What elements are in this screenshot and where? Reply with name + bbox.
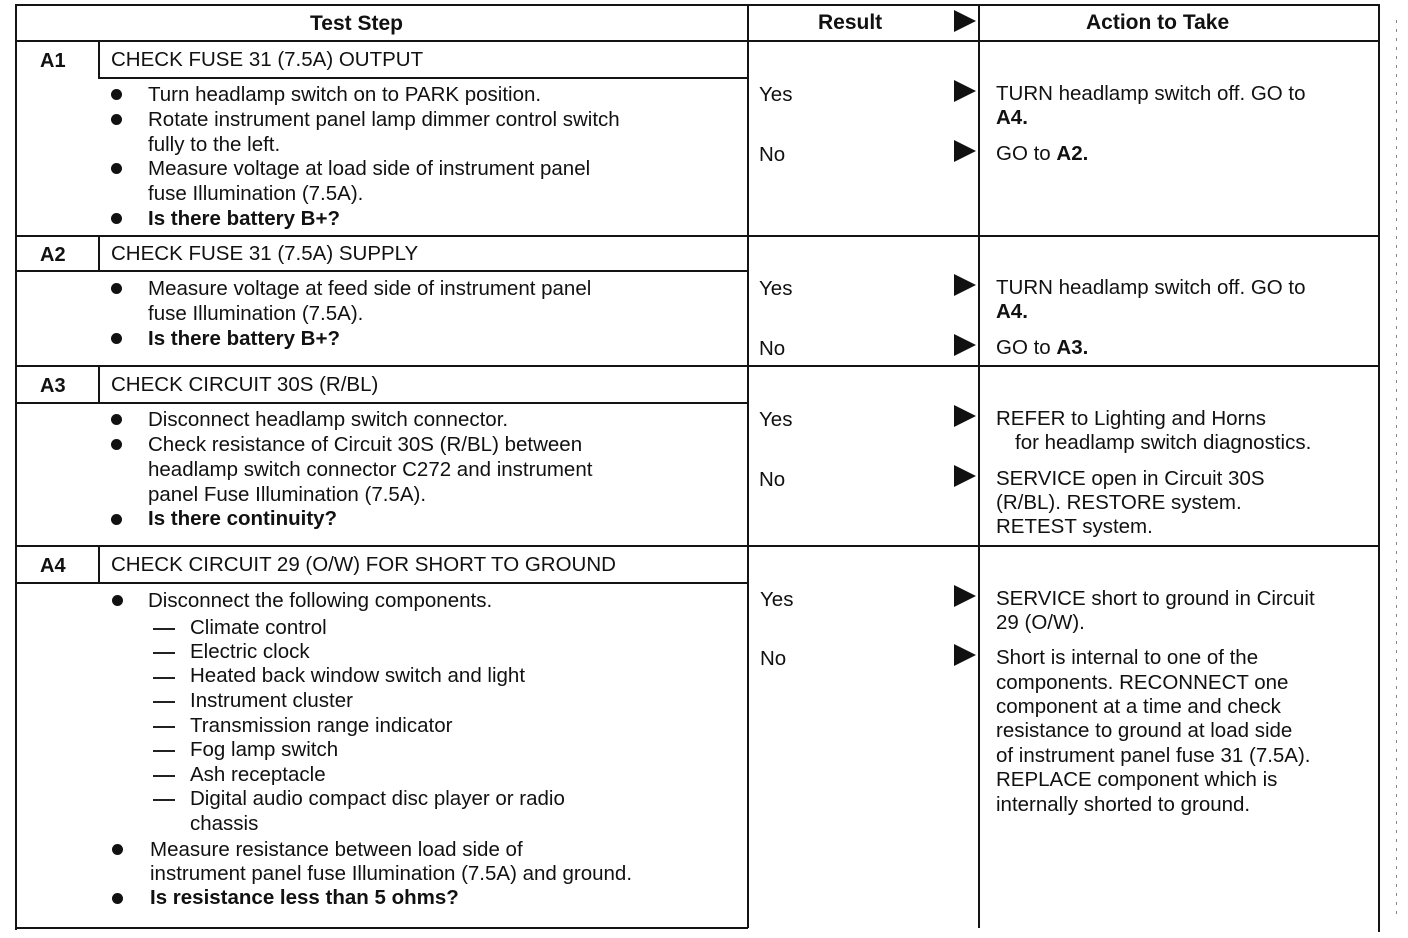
action-no: SERVICE open in Circuit 30S	[996, 467, 1265, 490]
result-yes: Yes	[759, 408, 793, 431]
bullet-icon	[111, 163, 122, 174]
action-no: RETEST system.	[996, 515, 1153, 538]
step-title-a4: CHECK CIRCUIT 29 (O/W) FOR SHORT TO GROUND	[111, 553, 616, 576]
step-code-a1: A1	[40, 50, 66, 72]
step-line: Disconnect headlamp switch connector.	[148, 408, 509, 431]
component-item: Digital audio compact disc player or radio	[190, 787, 565, 810]
step-title-a2: CHECK FUSE 31 (7.5A) SUPPLY	[111, 242, 419, 265]
result-no: No	[759, 143, 786, 166]
step-line: panel Fuse Illumination (7.5A).	[148, 483, 427, 506]
header-result: Result	[818, 11, 883, 34]
action-yes: for headlamp switch diagnostics.	[1015, 431, 1312, 454]
arrow-icon	[954, 140, 976, 162]
result-no: No	[760, 647, 787, 670]
action-no: (R/BL). RESTORE system.	[996, 491, 1242, 514]
bullet-icon	[111, 89, 122, 100]
title-rule-a3	[15, 402, 748, 404]
step-code-a2: A2	[40, 244, 66, 266]
table-border-bottom	[15, 927, 748, 929]
action-no: resistance to ground at load side	[996, 719, 1293, 742]
bullet-icon	[111, 213, 122, 224]
arrow-icon	[954, 334, 976, 356]
title-rule-a4-left	[15, 582, 99, 584]
action-no: component at a time and check	[996, 695, 1281, 718]
action-no: GO to A2.	[996, 142, 1089, 165]
bullet-icon	[112, 844, 123, 855]
action-yes: SERVICE short to ground in Circuit	[996, 587, 1315, 610]
arrow-icon	[954, 585, 976, 607]
action-no: Short is internal to one of the	[996, 646, 1259, 669]
arrow-icon	[954, 274, 976, 296]
header-arrow-icon	[954, 10, 976, 32]
bullet-icon	[111, 414, 122, 425]
arrow-icon	[954, 80, 976, 102]
action-no: of instrument panel fuse 31 (7.5A).	[996, 744, 1311, 767]
step-line: Rotate instrument panel lamp dimmer control switch	[148, 108, 620, 131]
header-action: Action to Take	[1086, 11, 1230, 34]
column-divider-action	[978, 4, 980, 928]
result-no: No	[759, 337, 786, 360]
code-divider-a2	[98, 236, 100, 272]
row-rule-a1	[15, 235, 1380, 237]
header-rule	[15, 40, 1380, 42]
action-yes: 29 (O/W).	[996, 611, 1085, 634]
column-divider-result	[747, 4, 749, 928]
component-item: Electric clock	[190, 640, 310, 663]
action-ref: A3.	[1056, 336, 1089, 359]
result-yes: Yes	[760, 588, 794, 611]
component-item: Ash receptacle	[190, 763, 326, 786]
dash-icon	[153, 799, 175, 801]
step-line: fuse Illumination (7.5A).	[148, 182, 364, 205]
bullet-icon	[112, 595, 123, 606]
result-yes: Yes	[759, 83, 793, 106]
dash-icon	[153, 628, 175, 630]
action-ref: A2.	[1056, 142, 1089, 165]
action-no: REPLACE component which is	[996, 768, 1278, 791]
dash-icon	[153, 701, 175, 703]
action-no: GO to A3.	[996, 336, 1089, 359]
bullet-icon	[111, 439, 122, 450]
component-item: Instrument cluster	[190, 689, 353, 712]
dash-icon	[153, 750, 175, 752]
code-divider-a4	[98, 546, 100, 583]
bullet-icon	[111, 333, 122, 344]
step-line: instrument panel fuse Illumination (7.5A) and ground.	[150, 862, 633, 885]
bullet-icon	[112, 893, 123, 904]
table-border-top	[15, 4, 1380, 6]
scan-edge-marks	[1396, 20, 1397, 920]
dash-icon	[153, 652, 175, 654]
table-border-right	[1378, 4, 1380, 932]
header-test-step: Test Step	[310, 12, 403, 35]
table-border-left	[15, 4, 17, 930]
step-question: Is there battery B+?	[148, 327, 340, 350]
step-line: fully to the left.	[148, 133, 281, 156]
component-item: Fog lamp switch	[190, 738, 339, 761]
step-code-a3: A3	[40, 375, 66, 397]
step-title-a3: CHECK CIRCUIT 30S (R/BL)	[111, 373, 379, 396]
title-rule-a2	[15, 270, 748, 272]
action-yes: TURN headlamp switch off. GO to	[996, 82, 1306, 105]
dash-icon	[153, 677, 175, 679]
step-line: fuse Illumination (7.5A).	[148, 302, 364, 325]
bullet-icon	[111, 514, 122, 525]
step-question: Is resistance less than 5 ohms?	[150, 886, 459, 909]
arrow-icon	[954, 644, 976, 666]
bullet-icon	[111, 114, 122, 125]
title-rule-a4	[98, 582, 748, 584]
action-yes: REFER to Lighting and Horns	[996, 407, 1267, 430]
dash-icon	[153, 775, 175, 777]
step-question: Is there battery B+?	[148, 207, 340, 230]
dash-icon	[153, 726, 175, 728]
arrow-icon	[954, 405, 976, 427]
row-rule-a2	[15, 365, 1380, 367]
step-question: Is there continuity?	[148, 507, 338, 530]
result-no: No	[759, 468, 786, 491]
step-line: Disconnect the following components.	[148, 589, 493, 612]
step-line: Measure resistance between load side of	[150, 838, 523, 861]
action-ref: A4.	[996, 300, 1028, 323]
action-no: internally shorted to ground.	[996, 793, 1251, 816]
step-line: Turn headlamp switch on to PARK position.	[148, 83, 542, 106]
step-line: Check resistance of Circuit 30S (R/BL) between	[148, 433, 583, 456]
step-line: Measure voltage at load side of instrument panel	[148, 157, 591, 180]
bullet-icon	[111, 283, 122, 294]
component-item: Transmission range indicator	[190, 714, 453, 737]
arrow-icon	[954, 465, 976, 487]
code-divider-a3	[98, 366, 100, 403]
component-item: Heated back window switch and light	[190, 664, 526, 687]
code-divider-a1	[98, 41, 100, 78]
step-code-a4: A4	[40, 555, 66, 577]
action-yes: TURN headlamp switch off. GO to	[996, 276, 1306, 299]
row-rule-a3	[15, 545, 1380, 547]
step-title-a1: CHECK FUSE 31 (7.5A) OUTPUT	[111, 48, 424, 71]
action-ref: A4.	[996, 106, 1028, 129]
step-line: Measure voltage at feed side of instrument panel	[148, 277, 592, 300]
title-rule-a1	[98, 77, 748, 79]
component-item: Climate control	[190, 616, 327, 639]
component-item: chassis	[190, 812, 259, 835]
action-no: components. RECONNECT one	[996, 671, 1289, 694]
result-yes: Yes	[759, 277, 793, 300]
step-line: headlamp switch connector C272 and instrument	[148, 458, 593, 481]
